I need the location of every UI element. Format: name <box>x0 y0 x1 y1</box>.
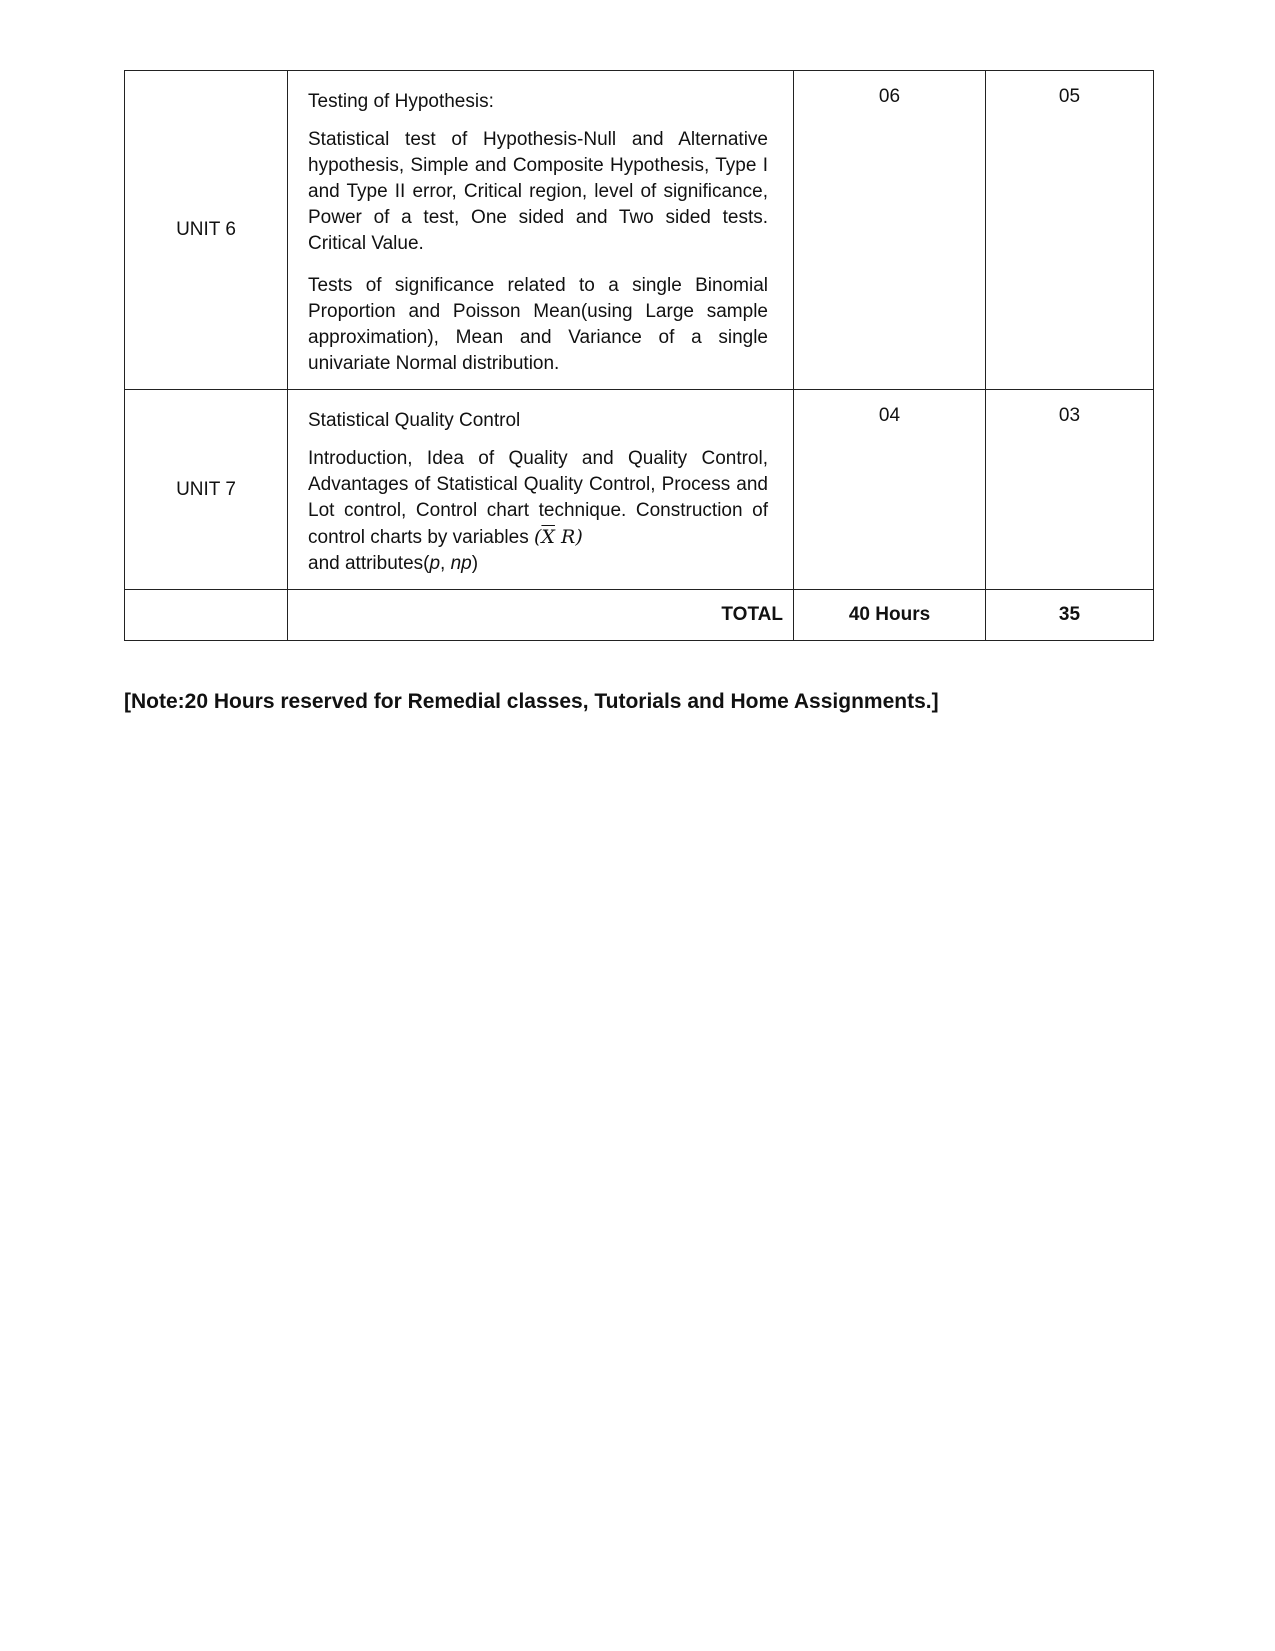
attr-close: ) <box>471 553 479 574</box>
topic-paragraph: Statistical test of Hypothesis-Null and Alternative hypothesis, Simple and Composite Hypothesis, Type I and Type II error, Critical region, level of significance, Power of a test, One sided and Two sided tests. Critical Value. <box>308 129 768 254</box>
total-row <box>125 590 1154 641</box>
topic-paragraph <box>308 446 768 577</box>
math-expression <box>534 526 583 548</box>
math-paren: ( <box>534 526 542 548</box>
total-marks: 35 <box>986 590 1154 641</box>
math-xbar: $\overline{X}$ <box>541 526 555 548</box>
unit-content <box>288 390 794 590</box>
marks-cell: 05 <box>986 71 1154 390</box>
unit-content <box>288 71 794 390</box>
footer-note: [Note:20 Hours reserved for Remedial classes, Tutorials and Home Assignments.] <box>124 690 939 713</box>
topic-heading: Testing of Hypothesis: <box>308 91 494 112</box>
marks-cell: 03 <box>986 390 1154 590</box>
empty-cell <box>125 590 288 641</box>
unit-label: UNIT 6 <box>125 71 288 390</box>
total-hours: 40 Hours <box>794 590 986 641</box>
unit-label: UNIT 7 <box>125 390 288 590</box>
math-r: R <box>554 526 576 548</box>
topic-heading: Statistical Quality Control <box>308 410 521 431</box>
attr-np: np <box>450 553 472 574</box>
total-label: TOTAL <box>288 590 794 641</box>
topic-paragraph: Tests of significance related to a single Binomial Proportion and Poisson Mean(using Large sample approximation), Mean and Variance of a single univariate Normal distribution. <box>308 275 768 374</box>
hours-cell: 04 <box>794 390 986 590</box>
table-row <box>125 71 1154 390</box>
topic-paragraph-text: Introduction, Idea of Quality and Quality Control, Advantages of Statistical Quality Control, Process and Lot control, Control chart technique. Construction of control charts by variables <box>308 448 768 548</box>
syllabus-table <box>124 70 1154 641</box>
attributes-text: and attributes( <box>308 553 430 574</box>
attr-sep: , <box>440 553 451 574</box>
table-row <box>125 390 1154 590</box>
hours-cell: 06 <box>794 71 986 390</box>
attr-p: p <box>429 553 441 574</box>
math-paren: ) <box>575 526 583 548</box>
